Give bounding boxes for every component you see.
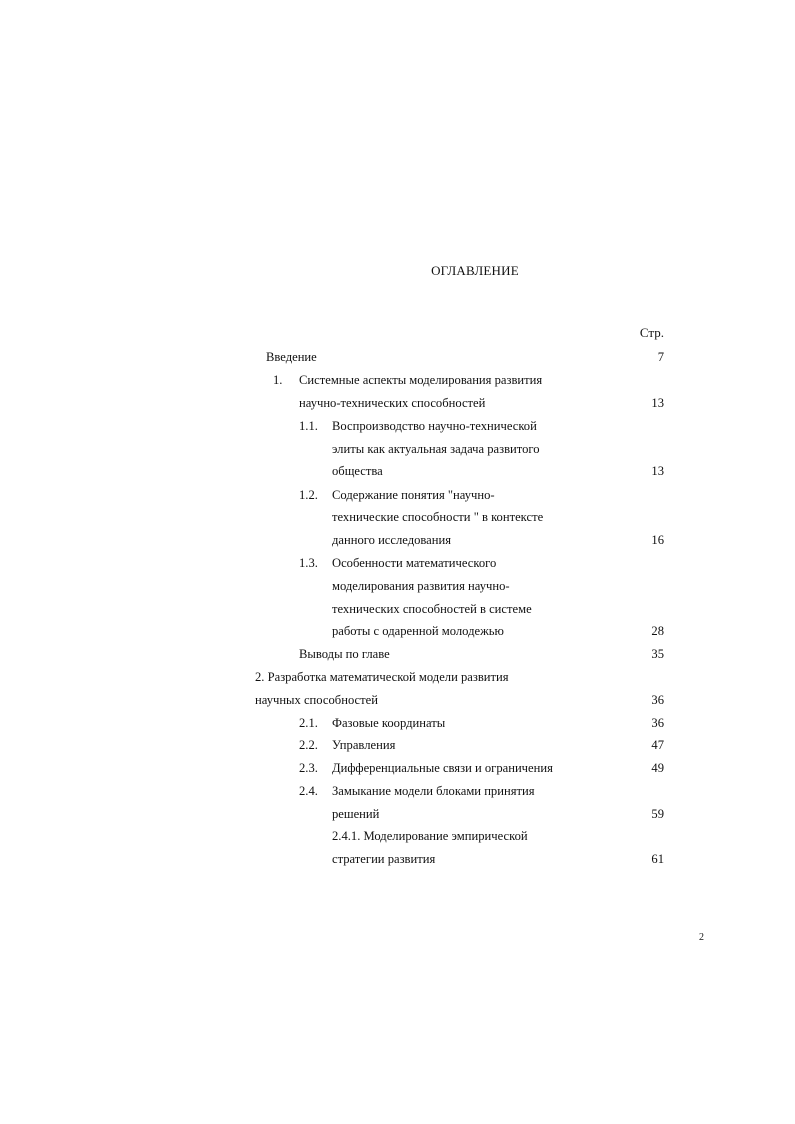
toc-2-4-1-page: 61	[651, 852, 664, 866]
toc-1-1-title-line3: общества	[332, 464, 383, 478]
toc-2-4-number: 2.4.	[299, 784, 318, 798]
toc-1-2-page: 16	[651, 533, 664, 547]
toc-2-1-page: 36	[651, 716, 664, 730]
toc-ch1-title-line2: научно-технических способностей	[299, 396, 486, 410]
toc-1-1-page: 13	[651, 464, 664, 478]
toc-1-1-number: 1.1.	[299, 419, 318, 433]
toc-2-3-title: Дифференциальные связи и ограничения	[332, 761, 553, 775]
toc-1-3-title-line3: технических способностей в системе	[332, 602, 532, 616]
toc-2-1-number: 2.1.	[299, 716, 318, 730]
toc-1-3-title-line4: работы с одаренной молодежью	[332, 624, 504, 638]
toc-intro-title: Введение	[266, 350, 317, 364]
toc-1-1-title-line1: Воспроизводство научно-технической	[332, 419, 537, 433]
toc-1-1-title-line2: элиты как актуальная задача развитого	[332, 442, 540, 456]
toc-ch1-title-line1: Системные аспекты моделирования развития	[299, 373, 543, 387]
toc-2-2-title: Управления	[332, 738, 396, 752]
toc-1-3-title-line1: Особенности математического	[332, 556, 497, 570]
toc-ch2-page: 36	[651, 693, 664, 707]
toc-ch1-conclusions-page: 35	[651, 647, 664, 661]
toc-2-2-page: 47	[651, 738, 664, 752]
toc-1-3-title-line2: моделирования развития научно-	[332, 579, 510, 593]
toc-ch1-number: 1.	[273, 373, 283, 387]
toc-2-4-page: 59	[651, 807, 664, 821]
toc-1-3-page: 28	[651, 624, 664, 638]
toc-2-4-1-title-line2: стратегии развития	[332, 852, 436, 866]
toc-ch2-title-line2: научных способностей	[255, 693, 378, 707]
toc-ch1-page: 13	[651, 396, 664, 410]
toc-1-2-title-line1: Содержание понятия "научно-	[332, 488, 495, 502]
toc-intro-page: 7	[657, 350, 664, 364]
toc-2-4-1-title-line1: 2.4.1. Моделирование эмпирической	[332, 829, 528, 843]
toc-1-2-title-line3: данного исследования	[332, 533, 452, 547]
toc-ch2-title-line1: 2. Разработка математической модели развития	[255, 670, 509, 684]
toc-1-3-number: 1.3.	[299, 556, 318, 570]
page-column-label: Стр.	[639, 325, 664, 340]
toc-2-3-page: 49	[651, 761, 664, 775]
page-number: 2	[699, 932, 704, 943]
toc-2-4-title-line1: Замыкание модели блоками принятия	[332, 784, 535, 798]
toc-2-3-number: 2.3.	[299, 761, 318, 775]
toc-2-1-title: Фазовые координаты	[332, 716, 446, 730]
toc-1-2-title-line2: технические способности " в контексте	[332, 510, 544, 524]
toc-2-2-number: 2.2.	[299, 738, 318, 752]
page-title: ОГЛАВЛЕНИЕ	[431, 263, 519, 278]
toc-2-4-title-line2: решений	[332, 807, 380, 821]
toc-ch1-conclusions-title: Выводы по главе	[299, 647, 390, 661]
toc-1-2-number: 1.2.	[299, 488, 318, 502]
